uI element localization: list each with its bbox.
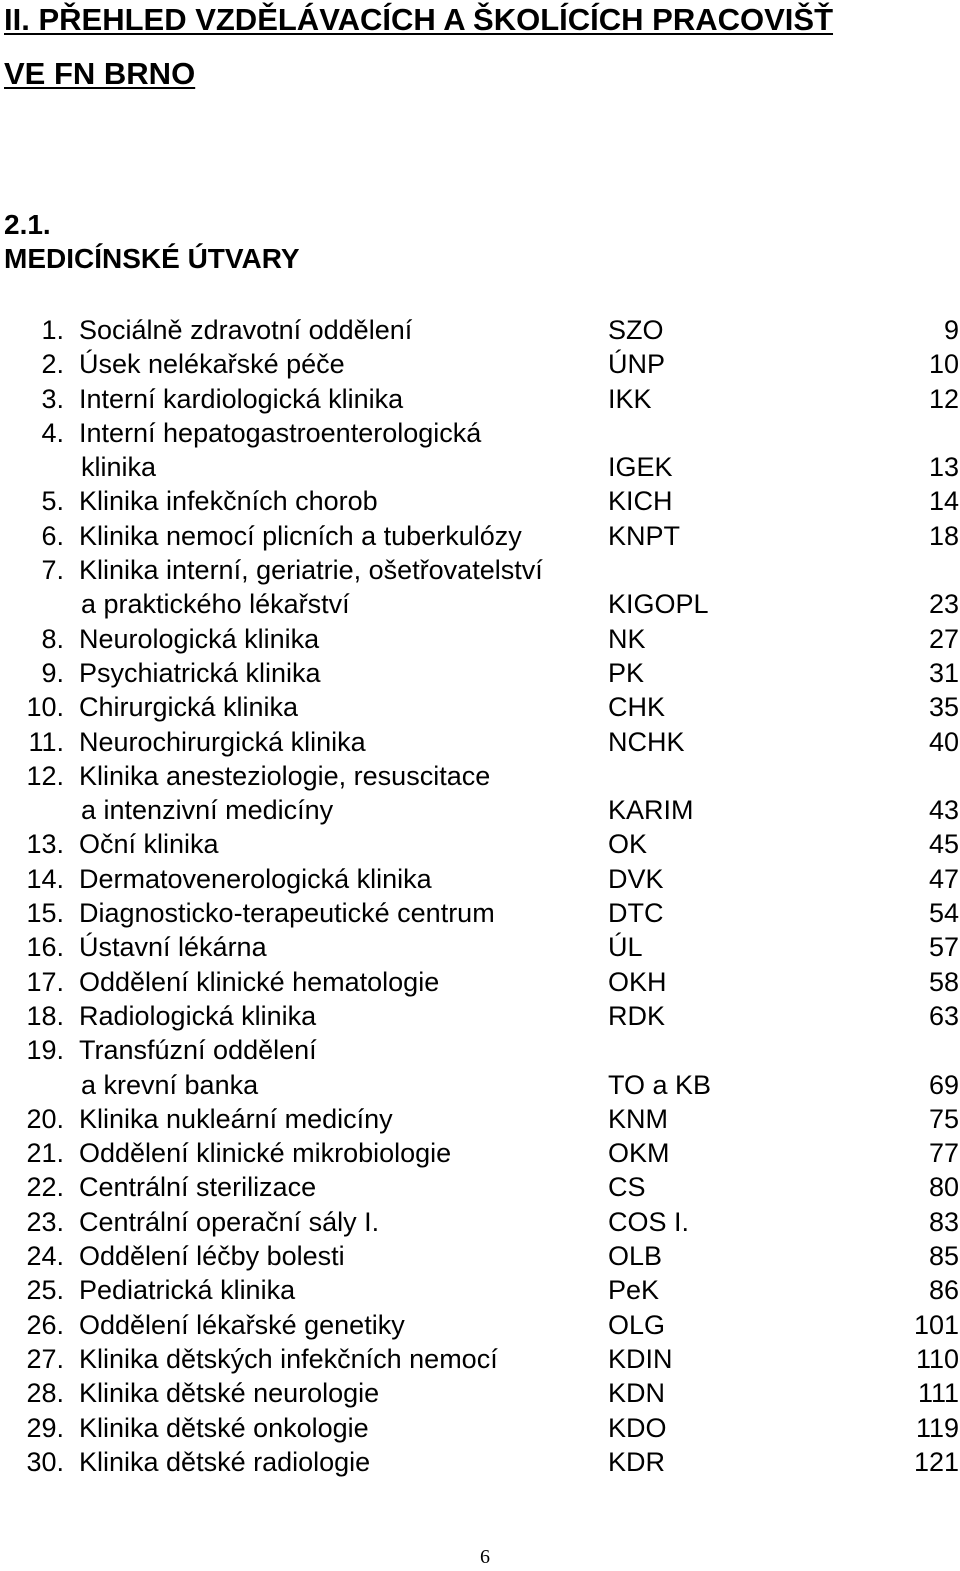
toc-entry-name-line: Neurologická klinika [79, 623, 320, 654]
toc-entry-abbreviation: KICH [608, 486, 673, 517]
toc-entry-abbreviation: KDO [608, 1412, 667, 1443]
toc-entry-number: 10. [26, 692, 64, 723]
toc-entry-number: 26. [26, 1309, 64, 1340]
toc-entry-name-line: Chirurgická klinika [79, 692, 299, 723]
toc-entry-name [79, 313, 412, 347]
toc-entry-abbreviation: RDK [608, 1000, 666, 1031]
toc-entry-name-line: Oční klinika [79, 829, 219, 860]
toc-entry-number: 15. [26, 898, 64, 929]
toc-entry [0, 622, 960, 656]
toc-entry-name-line: Klinika infekčních chorob [79, 486, 378, 517]
toc-entry [0, 313, 960, 347]
toc-entry-name-line: Dermatovenerologická klinika [79, 863, 432, 894]
toc-entry-name [79, 896, 495, 930]
toc-entry-name [79, 965, 439, 999]
toc-entry-name [79, 1205, 379, 1239]
toc-entry [0, 553, 960, 622]
toc-entry-name-line: Klinika dětské radiologie [79, 1446, 371, 1477]
toc-entry-name-line: Pediatrická klinika [79, 1275, 296, 1306]
toc-entry-number: 14. [26, 863, 64, 894]
toc-entry-abbreviation: KDN [608, 1378, 666, 1409]
toc-entry-name [79, 1411, 369, 1445]
toc-entry-number: 25. [26, 1275, 64, 1306]
toc-entry-abbreviation: KIGOPL [608, 589, 709, 620]
toc-entry-page: 54 [928, 898, 959, 929]
toc-entry-name-line: a intenzivní medicíny [81, 795, 334, 826]
toc-entry-abbreviation: OK [608, 829, 648, 860]
toc-entry-number: 4. [41, 417, 64, 448]
toc-entry-name-line: Oddělení lékařské genetiky [79, 1309, 405, 1340]
toc-entry-name-line: Klinika anesteziologie, resuscitace [79, 760, 491, 791]
toc-entry-number: 17. [26, 966, 64, 997]
toc-entry-page: 47 [928, 863, 959, 894]
table-of-contents [0, 313, 960, 1479]
toc-entry-page: 110 [915, 1343, 959, 1374]
toc-entry-abbreviation: KDIN [608, 1343, 673, 1374]
toc-entry-page: 119 [915, 1412, 959, 1443]
toc-entry-page: 13 [928, 452, 959, 483]
toc-entry-abbreviation: OKH [608, 966, 667, 997]
toc-entry-name-line: Klinika interní, geriatrie, ošetřovatelství [79, 555, 543, 586]
toc-entry-name-line: Neurochirurgická klinika [79, 726, 366, 757]
toc-entry-abbreviation: OLG [608, 1309, 666, 1340]
toc-entry [0, 725, 960, 759]
toc-entry-abbreviation: PK [608, 657, 645, 688]
toc-entry-name-line: Oddělení klinické mikrobiologie [79, 1138, 452, 1169]
toc-entry-page: 77 [928, 1138, 959, 1169]
toc-entry-name-line: a krevní banka [81, 1069, 259, 1100]
toc-entry-page: 58 [928, 966, 959, 997]
toc-entry-name-line: Klinika nemocí plicních a tuberkulózy [79, 520, 522, 551]
toc-entry [0, 1273, 960, 1307]
toc-entry-number: 28. [26, 1378, 64, 1409]
toc-entry-number: 8. [41, 623, 64, 654]
toc-entry-name-line: Úsek nelékařské péče [79, 349, 345, 380]
toc-entry [0, 759, 960, 828]
toc-entry [0, 1308, 960, 1342]
toc-entry-number: 6. [41, 520, 64, 551]
toc-entry-number: 18. [26, 1000, 64, 1031]
toc-entry-name [79, 1136, 451, 1170]
toc-entry-page: 40 [928, 726, 959, 757]
toc-entry-abbreviation: KNPT [608, 520, 681, 551]
toc-entry-page: 83 [928, 1206, 959, 1237]
toc-entry-page: 111 [917, 1378, 959, 1409]
document-title-line-2: VE FN BRNO [4, 56, 196, 91]
toc-entry [0, 1033, 960, 1102]
toc-entry [0, 827, 960, 861]
toc-entry-abbreviation: DVK [608, 863, 664, 894]
toc-entry-number: 24. [26, 1241, 64, 1272]
toc-entry-name-line: Klinika nukleární medicíny [79, 1103, 393, 1134]
toc-entry-name [79, 725, 366, 759]
toc-entry-number: 12. [26, 760, 64, 791]
toc-entry-name [79, 862, 432, 896]
toc-entry-name-line: Interní hepatogastroenterologická [79, 417, 482, 448]
toc-entry [0, 484, 960, 518]
toc-entry [0, 690, 960, 724]
toc-entry-number: 19. [26, 1035, 64, 1066]
toc-entry-name [79, 622, 319, 656]
toc-entry-page: 85 [928, 1241, 959, 1272]
toc-entry-name [79, 1445, 370, 1479]
toc-entry-name-line: Klinika dětské neurologie [79, 1378, 380, 1409]
toc-entry-page: 10 [928, 349, 959, 380]
toc-entry-abbreviation: NCHK [608, 726, 685, 757]
document-title-line-1: II. PŘEHLED VZDĚLÁVACÍCH A ŠKOLÍCÍCH PRACOVIŠŤ [4, 2, 834, 37]
toc-entry-number: 30. [26, 1446, 64, 1477]
toc-entry-number: 11. [28, 726, 64, 757]
toc-entry-number: 23. [26, 1206, 64, 1237]
toc-entry-page: 80 [928, 1172, 959, 1203]
toc-entry [0, 1205, 960, 1239]
toc-entry-number: 22. [26, 1172, 64, 1203]
toc-entry-name-line: Centrální operační sály I. [79, 1206, 380, 1237]
toc-entry-number: 5. [41, 486, 64, 517]
toc-entry-number: 3. [41, 383, 64, 414]
toc-entry-page: 23 [928, 589, 959, 620]
toc-entry-page: 18 [928, 520, 959, 551]
toc-entry-name [79, 347, 345, 381]
toc-entry [0, 1411, 960, 1445]
toc-entry-number: 9. [41, 657, 64, 688]
toc-entry-page: 27 [928, 623, 959, 654]
toc-entry-number: 20. [26, 1103, 64, 1134]
toc-entry-number: 7. [41, 555, 64, 586]
toc-entry [0, 1102, 960, 1136]
toc-entry-abbreviation: CHK [608, 692, 666, 723]
toc-entry-page: 69 [928, 1069, 959, 1100]
toc-entry-page: 31 [928, 657, 959, 688]
toc-entry [0, 1445, 960, 1479]
toc-entry-abbreviation: KARIM [608, 795, 694, 826]
toc-entry [0, 862, 960, 896]
toc-entry-abbreviation: OKM [608, 1138, 670, 1169]
toc-entry-name [79, 827, 219, 861]
toc-entry-name-line: Oddělení klinické hematologie [79, 966, 440, 997]
toc-entry [0, 1136, 960, 1170]
toc-entry-abbreviation: CS [608, 1172, 646, 1203]
toc-entry-page: 35 [928, 692, 959, 723]
toc-entry-name-line: Transfúzní oddělení [79, 1035, 317, 1066]
toc-entry-name-line: Centrální sterilizace [79, 1172, 317, 1203]
toc-entry-abbreviation: PeK [608, 1275, 660, 1306]
toc-entry-name-line: Oddělení léčby bolesti [79, 1241, 345, 1272]
toc-entry-page: 14 [928, 486, 959, 517]
toc-entry-name [79, 690, 298, 724]
toc-entry-name-line: Interní kardiologická klinika [79, 383, 404, 414]
toc-entry-page: 9 [943, 315, 959, 345]
toc-entry [0, 1342, 960, 1376]
toc-entry-abbreviation: TO a KB [608, 1069, 712, 1100]
toc-entry-abbreviation: NK [608, 623, 646, 654]
toc-entry-name-line: Klinika dětské onkologie [79, 1412, 369, 1443]
toc-entry-name [79, 1239, 345, 1273]
toc-entry-name [79, 656, 321, 690]
toc-entry-name-line: a praktického lékařství [81, 589, 350, 620]
toc-entry-number: 27. [26, 1343, 64, 1374]
toc-entry-page: 101 [913, 1309, 959, 1340]
toc-entry-name-line: Ústavní lékárna [79, 932, 267, 963]
toc-entry-name-line: Klinika dětských infekčních nemocí [79, 1343, 498, 1374]
section-number: 2.1. [4, 209, 51, 240]
toc-entry-number: 2. [41, 349, 64, 380]
toc-entry-abbreviation: IGEK [608, 452, 673, 483]
toc-entry-abbreviation: KNM [608, 1103, 668, 1134]
toc-entry-page: 86 [928, 1275, 959, 1306]
toc-entry-name [79, 1273, 295, 1307]
toc-entry-name [79, 1102, 393, 1136]
toc-entry-abbreviation: COS I. [608, 1206, 690, 1237]
toc-entry-name [79, 553, 543, 622]
toc-entry-page: 12 [928, 383, 959, 414]
toc-entry-page: 121 [913, 1446, 959, 1477]
toc-entry-number: 1. [41, 315, 64, 345]
toc-entry-name-line: Diagnosticko-terapeutické centrum [79, 898, 495, 929]
section-title: MEDICÍNSKÉ ÚTVARY [4, 243, 300, 274]
toc-entry [0, 416, 960, 485]
toc-entry-name [79, 1033, 317, 1102]
toc-entry-name [79, 930, 267, 964]
toc-entry [0, 519, 960, 553]
toc-entry [0, 382, 960, 416]
toc-entry-name [79, 416, 481, 485]
toc-entry-name-line: klinika [81, 452, 157, 483]
toc-entry-abbreviation: IKK [608, 383, 652, 414]
toc-entry-abbreviation: DTC [608, 898, 664, 929]
toc-entry-page: 43 [928, 795, 959, 826]
toc-entry-name [79, 1342, 498, 1376]
toc-entry-abbreviation: ÚL [608, 932, 643, 963]
toc-entry-name [79, 382, 403, 416]
toc-entry-name [79, 1376, 379, 1410]
toc-entry-name [79, 759, 490, 828]
toc-entry-page: 63 [928, 1000, 959, 1031]
toc-entry-name [79, 1308, 405, 1342]
toc-entry [0, 347, 960, 381]
toc-entry-abbreviation: ÚNP [608, 349, 666, 380]
toc-entry-name [79, 999, 316, 1033]
toc-entry-name-line: Radiologická klinika [79, 1000, 317, 1031]
toc-entry-name-line: Psychiatrická klinika [79, 657, 321, 688]
toc-entry [0, 896, 960, 930]
toc-entry [0, 1376, 960, 1410]
toc-entry-abbreviation: OLB [608, 1241, 663, 1272]
toc-entry [0, 930, 960, 964]
toc-entry-name [79, 519, 522, 553]
toc-entry [0, 965, 960, 999]
toc-entry [0, 656, 960, 690]
toc-entry-page: 57 [928, 932, 959, 963]
toc-entry-name [79, 1170, 316, 1204]
toc-entry-number: 21. [26, 1138, 64, 1169]
toc-entry [0, 1239, 960, 1273]
toc-entry-name-line: Sociálně zdravotní oddělení [79, 315, 413, 345]
toc-entry-number: 13. [26, 829, 64, 860]
toc-entry-page: 75 [928, 1103, 959, 1134]
toc-entry-name [79, 484, 378, 518]
page-number: 6 [480, 1546, 490, 1568]
toc-entry-number: 16. [26, 932, 64, 963]
toc-entry-page: 45 [928, 829, 959, 860]
toc-entry-abbreviation: KDR [608, 1446, 666, 1477]
toc-entry-number: 29. [26, 1412, 64, 1443]
toc-entry-abbreviation: SZO [608, 315, 664, 345]
toc-entry [0, 999, 960, 1033]
toc-entry [0, 1170, 960, 1204]
